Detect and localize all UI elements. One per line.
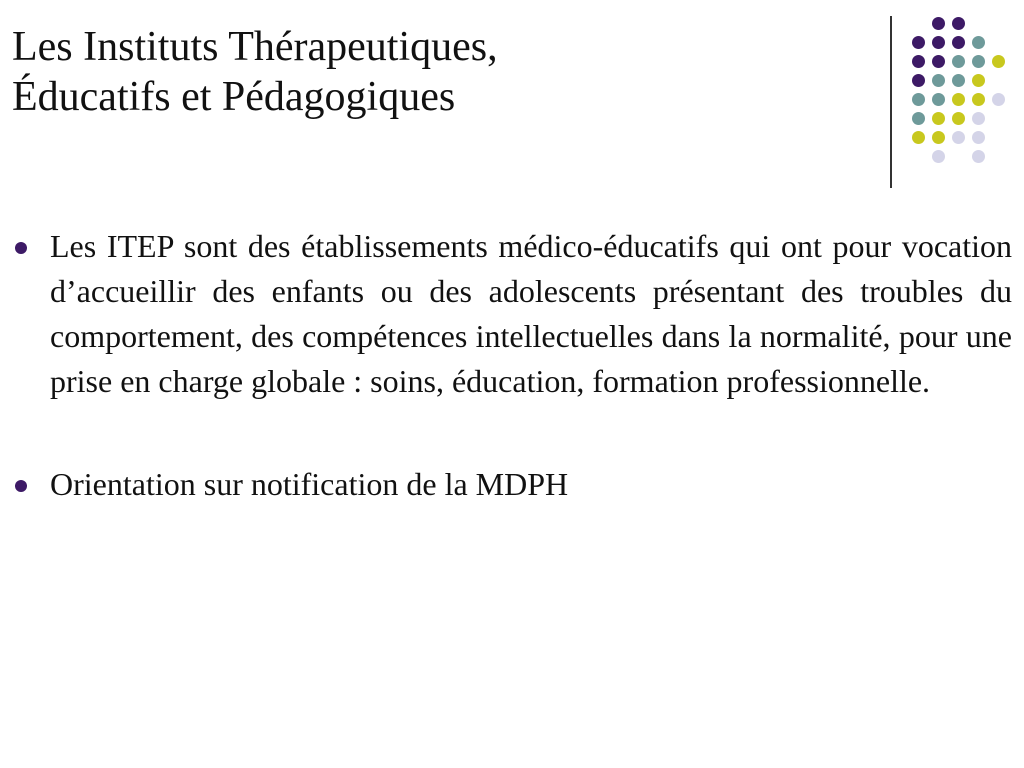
decorative-dot xyxy=(932,150,945,163)
decorative-dot xyxy=(992,55,1005,68)
slide-title-line-2: Éducatifs et Pédagogiques xyxy=(12,74,456,120)
decorative-dot xyxy=(912,74,925,87)
decorative-dot xyxy=(912,55,925,68)
bullet-marker-icon xyxy=(15,480,27,492)
decorative-dot xyxy=(952,131,965,144)
bullet-text: Les ITEP sont des établissements médico-éducatifs qui ont pour vocation d’accueillir des enfants ou des adolescents présentant des troubles du comportement, des compétences intellectuelles dans la normalité, pour une prise en charge globale : soins, éducation, formation professionnelle. xyxy=(50,228,1012,399)
decorative-dot xyxy=(912,36,925,49)
bullet-item-orientation xyxy=(0,462,1012,507)
decorative-dot xyxy=(932,55,945,68)
decorative-dot xyxy=(992,93,1005,106)
decorative-dot xyxy=(952,74,965,87)
decorative-dot xyxy=(952,17,965,30)
decorative-dot xyxy=(972,93,985,106)
decorative-dot xyxy=(912,112,925,125)
slide-title-line-1: Les Instituts Thérapeutiques, xyxy=(12,24,498,70)
decorative-dot xyxy=(912,131,925,144)
slide-content xyxy=(0,224,1024,507)
decorative-dot xyxy=(932,131,945,144)
decorative-dot xyxy=(932,36,945,49)
decorative-dot xyxy=(952,55,965,68)
decorative-dot xyxy=(972,112,985,125)
decorative-dot xyxy=(932,17,945,30)
decorative-dot xyxy=(952,36,965,49)
decorative-dot xyxy=(972,150,985,163)
bullet-item-itep xyxy=(0,224,1012,404)
decorative-dot xyxy=(932,93,945,106)
decorative-dot xyxy=(912,93,925,106)
decorative-dot xyxy=(972,74,985,87)
decorative-dot xyxy=(952,112,965,125)
decorative-dot xyxy=(972,131,985,144)
decorative-dot-grid xyxy=(0,0,1024,200)
decorative-dot xyxy=(932,112,945,125)
bullet-marker-icon xyxy=(15,242,27,254)
decorative-dot xyxy=(972,36,985,49)
decorative-dot xyxy=(932,74,945,87)
decorative-dot xyxy=(952,93,965,106)
decorative-dot xyxy=(972,55,985,68)
bullet-text: Orientation sur notification de la MDPH xyxy=(50,466,569,502)
